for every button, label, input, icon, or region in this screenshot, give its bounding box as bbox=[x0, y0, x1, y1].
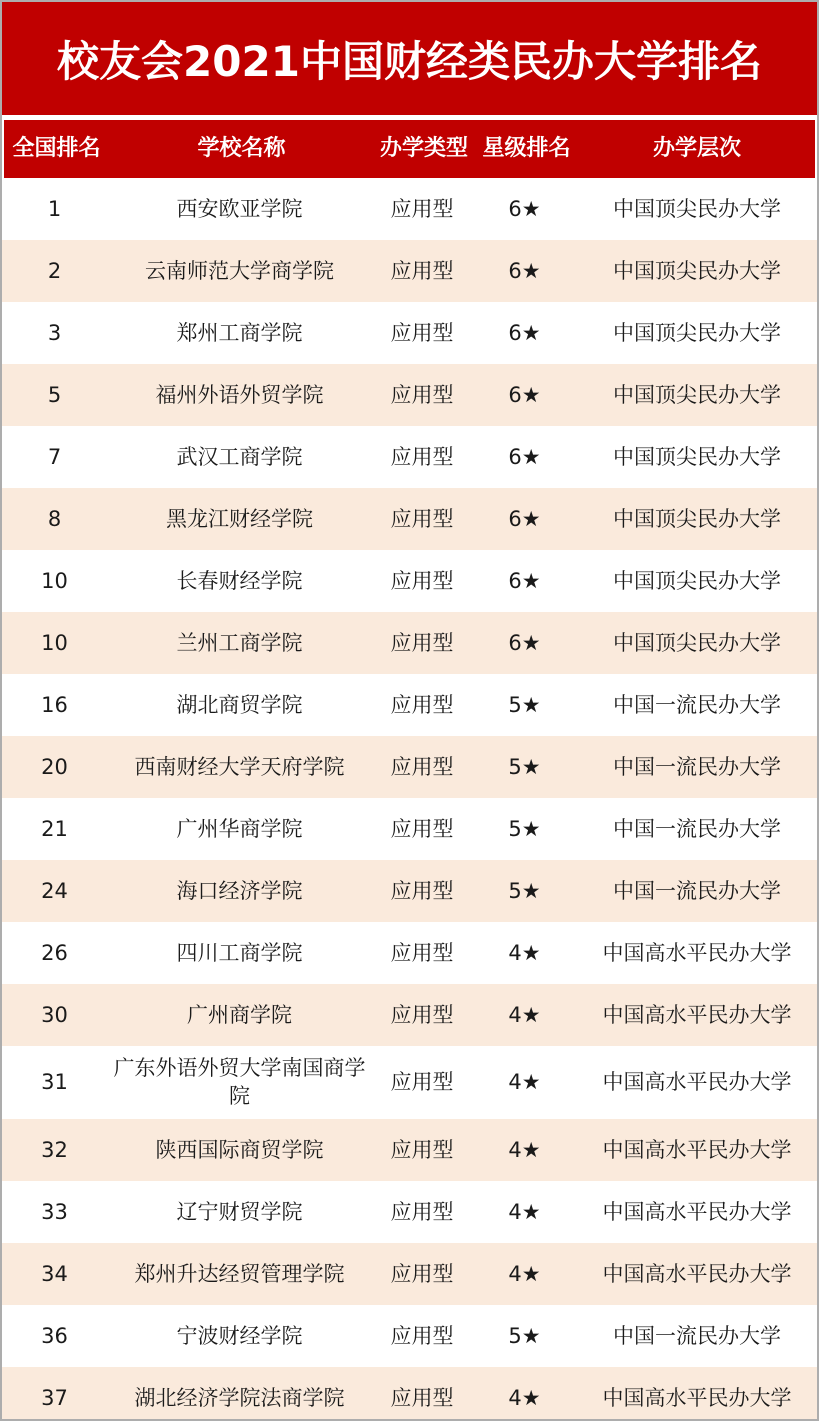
table-row bbox=[2, 1181, 817, 1243]
school-level-cell: 中国顶尖民办大学 bbox=[613, 568, 781, 593]
table-row bbox=[2, 736, 817, 798]
table-row bbox=[2, 1243, 817, 1305]
school-name-cell: 西安欧亚学院 bbox=[176, 196, 303, 221]
table-row bbox=[2, 860, 817, 922]
school-level-cell: 中国高水平民办大学 bbox=[602, 1199, 792, 1224]
school-type-cell: 应用型 bbox=[390, 568, 454, 593]
rank-cell: 21 bbox=[41, 816, 68, 841]
school-name-cell: 兰州工商学院 bbox=[176, 630, 303, 655]
table-row bbox=[2, 364, 817, 426]
rank-cell: 31 bbox=[41, 1070, 68, 1095]
school-type-cell: 应用型 bbox=[390, 444, 454, 469]
table-row bbox=[2, 240, 817, 302]
school-name-cell: 宁波财经学院 bbox=[176, 1323, 303, 1348]
school-name-cell: 黑龙江财经学院 bbox=[166, 506, 313, 531]
school-level-cell: 中国高水平民办大学 bbox=[602, 940, 792, 965]
school-type-cell: 应用型 bbox=[390, 506, 454, 531]
star-rating-cell: 6★ bbox=[508, 630, 541, 655]
rank-cell: 34 bbox=[41, 1261, 68, 1286]
rank-cell: 37 bbox=[41, 1385, 68, 1410]
school-type-cell: 应用型 bbox=[390, 1070, 454, 1095]
school-level-cell: 中国高水平民办大学 bbox=[602, 1002, 792, 1027]
star-rating-cell: 4★ bbox=[508, 1070, 541, 1095]
school-name-cell: 湖北经济学院法商学院 bbox=[134, 1385, 345, 1410]
school-name-cell: 郑州工商学院 bbox=[176, 320, 303, 345]
column-header-school-level: 办学层次 bbox=[652, 135, 741, 161]
school-name-cell: 陕西国际商贸学院 bbox=[155, 1137, 324, 1162]
school-type-cell: 应用型 bbox=[390, 1137, 454, 1162]
table-row bbox=[2, 302, 817, 364]
table-row bbox=[2, 922, 817, 984]
school-type-cell: 应用型 bbox=[390, 258, 454, 283]
school-name-cell: 武汉工商学院 bbox=[176, 444, 303, 469]
table-row bbox=[2, 488, 817, 550]
column-header-school-type: 办学类型 bbox=[379, 135, 468, 161]
column-header-school-name: 学校名称 bbox=[197, 135, 286, 161]
school-name-cell: 广州商学院 bbox=[187, 1002, 292, 1027]
page-title: 校友会2021中国财经类民办大学排名 bbox=[57, 36, 762, 86]
school-level-cell: 中国顶尖民办大学 bbox=[613, 320, 781, 345]
school-name-cell: 广州华商学院 bbox=[176, 816, 303, 841]
star-rating-cell: 4★ bbox=[508, 1199, 541, 1224]
table-row bbox=[2, 984, 817, 1046]
school-name-cell: 海口经济学院 bbox=[176, 878, 303, 903]
table-row bbox=[2, 1367, 817, 1421]
star-rating-cell: 5★ bbox=[508, 754, 541, 779]
school-type-cell: 应用型 bbox=[390, 320, 454, 345]
column-header-star-rating: 星级排名 bbox=[482, 135, 571, 161]
table-body bbox=[2, 178, 817, 1421]
school-type-cell: 应用型 bbox=[390, 196, 454, 221]
table-row bbox=[2, 674, 817, 736]
star-rating-cell: 4★ bbox=[508, 1385, 541, 1410]
rank-cell: 33 bbox=[41, 1199, 68, 1224]
school-type-cell: 应用型 bbox=[390, 940, 454, 965]
table-row bbox=[2, 798, 817, 860]
rank-cell: 32 bbox=[41, 1137, 68, 1162]
star-rating-cell: 6★ bbox=[508, 196, 541, 221]
star-rating-cell: 5★ bbox=[508, 816, 541, 841]
school-type-cell: 应用型 bbox=[390, 1385, 454, 1410]
star-rating-cell: 4★ bbox=[508, 940, 541, 965]
rank-cell: 2 bbox=[47, 258, 62, 283]
school-level-cell: 中国高水平民办大学 bbox=[602, 1261, 792, 1286]
star-rating-cell: 6★ bbox=[508, 320, 541, 345]
school-name-cell: 辽宁财贸学院 bbox=[176, 1199, 303, 1224]
school-name-cell: 福州外语外贸学院 bbox=[155, 382, 324, 407]
rank-cell: 8 bbox=[47, 506, 62, 531]
star-rating-cell: 5★ bbox=[508, 692, 541, 717]
school-type-cell: 应用型 bbox=[390, 630, 454, 655]
rank-cell: 7 bbox=[47, 444, 62, 469]
rank-cell: 20 bbox=[41, 754, 68, 779]
school-type-cell: 应用型 bbox=[390, 382, 454, 407]
star-rating-cell: 4★ bbox=[508, 1002, 541, 1027]
table-row bbox=[2, 1305, 817, 1367]
table-row bbox=[2, 1119, 817, 1181]
school-level-cell: 中国一流民办大学 bbox=[613, 1323, 781, 1348]
school-level-cell: 中国顶尖民办大学 bbox=[613, 444, 781, 469]
school-level-cell: 中国一流民办大学 bbox=[613, 816, 781, 841]
rank-cell: 10 bbox=[41, 630, 68, 655]
school-level-cell: 中国高水平民办大学 bbox=[602, 1070, 792, 1095]
school-name-cell: 云南师范大学商学院 bbox=[145, 258, 334, 283]
school-type-cell: 应用型 bbox=[390, 1261, 454, 1286]
rank-cell: 26 bbox=[41, 940, 68, 965]
school-name-cell: 广东外语外贸大学南国商学院 bbox=[113, 1056, 366, 1109]
table-row bbox=[2, 1046, 817, 1119]
star-rating-cell: 4★ bbox=[508, 1137, 541, 1162]
school-level-cell: 中国高水平民办大学 bbox=[602, 1137, 792, 1162]
school-name-cell: 郑州升达经贸管理学院 bbox=[134, 1261, 345, 1286]
school-level-cell: 中国顶尖民办大学 bbox=[613, 196, 781, 221]
star-rating-cell: 6★ bbox=[508, 444, 541, 469]
star-rating-cell: 4★ bbox=[508, 1261, 541, 1286]
star-rating-cell: 5★ bbox=[508, 878, 541, 903]
school-level-cell: 中国顶尖民办大学 bbox=[613, 382, 781, 407]
star-rating-cell: 6★ bbox=[508, 382, 541, 407]
table-header-row bbox=[4, 120, 815, 178]
school-type-cell: 应用型 bbox=[390, 816, 454, 841]
school-name-cell: 湖北商贸学院 bbox=[176, 692, 303, 717]
school-level-cell: 中国顶尖民办大学 bbox=[613, 258, 781, 283]
rank-cell: 5 bbox=[47, 382, 62, 407]
table-row bbox=[2, 426, 817, 488]
rank-cell: 36 bbox=[41, 1323, 68, 1348]
school-name-cell: 四川工商学院 bbox=[176, 940, 303, 965]
column-header-national-rank: 全国排名 bbox=[12, 135, 101, 161]
rank-cell: 3 bbox=[47, 320, 62, 345]
rank-cell: 24 bbox=[41, 878, 68, 903]
school-type-cell: 应用型 bbox=[390, 878, 454, 903]
star-rating-cell: 6★ bbox=[508, 506, 541, 531]
table-row bbox=[2, 178, 817, 240]
school-name-cell: 西南财经大学天府学院 bbox=[134, 754, 345, 779]
school-level-cell: 中国高水平民办大学 bbox=[602, 1385, 792, 1410]
title-banner bbox=[2, 2, 817, 115]
star-rating-cell: 6★ bbox=[508, 568, 541, 593]
rank-cell: 16 bbox=[41, 692, 68, 717]
rank-cell: 10 bbox=[41, 568, 68, 593]
school-level-cell: 中国一流民办大学 bbox=[613, 878, 781, 903]
school-type-cell: 应用型 bbox=[390, 1199, 454, 1224]
school-level-cell: 中国一流民办大学 bbox=[613, 754, 781, 779]
school-type-cell: 应用型 bbox=[390, 754, 454, 779]
school-level-cell: 中国顶尖民办大学 bbox=[613, 630, 781, 655]
table-row bbox=[2, 612, 817, 674]
rank-cell: 1 bbox=[47, 196, 62, 221]
school-name-cell: 长春财经学院 bbox=[176, 568, 303, 593]
star-rating-cell: 6★ bbox=[508, 258, 541, 283]
school-level-cell: 中国一流民办大学 bbox=[613, 692, 781, 717]
star-rating-cell: 5★ bbox=[508, 1323, 541, 1348]
school-level-cell: 中国顶尖民办大学 bbox=[613, 506, 781, 531]
school-type-cell: 应用型 bbox=[390, 1323, 454, 1348]
school-type-cell: 应用型 bbox=[390, 1002, 454, 1027]
table-row bbox=[2, 550, 817, 612]
school-type-cell: 应用型 bbox=[390, 692, 454, 717]
rank-cell: 30 bbox=[41, 1002, 68, 1027]
